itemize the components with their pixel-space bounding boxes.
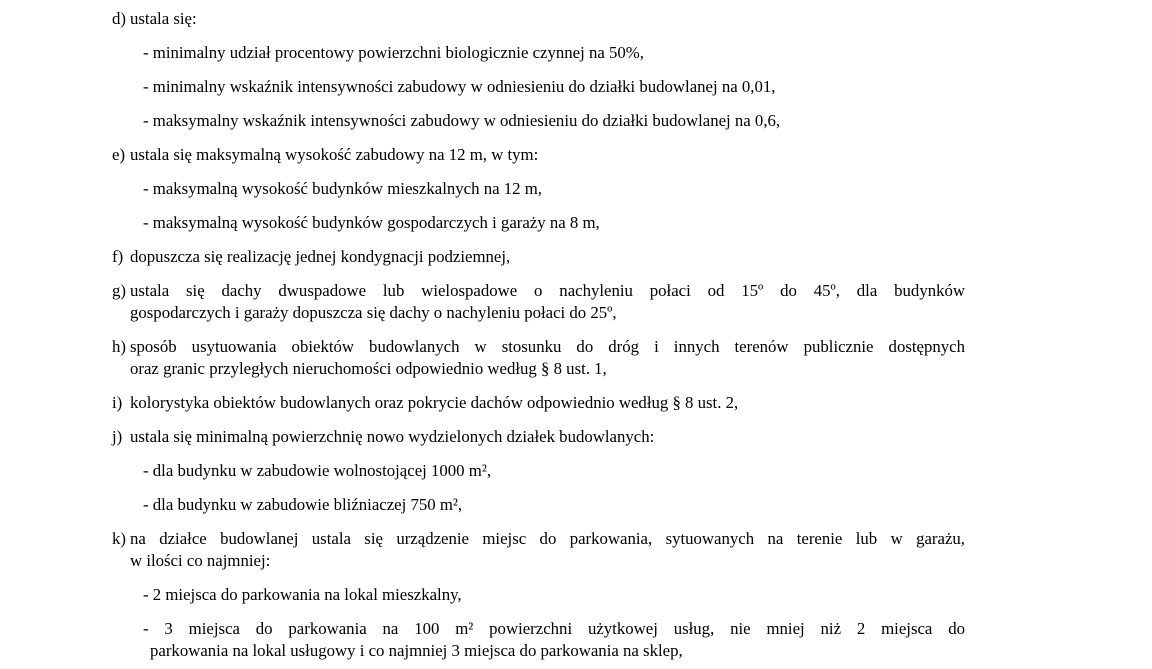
item-label: h)	[112, 337, 126, 356]
sub-item	[143, 178, 965, 200]
paragraph-line: - minimalny udział procentowy powierzchni biologicznie czynnej na 50%,	[143, 43, 644, 62]
item-label: g)	[112, 281, 126, 300]
paragraph-line: - maksymalny wskaźnik intensywności zabudowy w odniesieniu do działki budowlanej na 0,6,	[143, 111, 781, 130]
list-item-f	[112, 246, 965, 268]
sub-item	[143, 42, 965, 64]
paragraph-line: - 2 miejsca do parkowania na lokal mieszkalny,	[143, 585, 462, 604]
item-label: i)	[112, 393, 123, 412]
sub-item	[143, 584, 965, 606]
list-item-i	[112, 392, 965, 414]
paragraph-line: - dla budynku w zabudowie wolnostojącej 1000 m²,	[143, 461, 492, 480]
paragraph-line: oraz granic przyległych nieruchomości odpowiednio według § 8 ust. 1,	[130, 359, 607, 378]
paragraph-line: - maksymalną wysokość budynków gospodarczych i garaży na 8 m,	[143, 213, 600, 232]
item-label: e)	[112, 145, 126, 164]
paragraph-line	[112, 336, 965, 358]
paragraph-line	[112, 246, 965, 268]
item-label: k)	[112, 529, 126, 548]
paragraph-line: - maksymalną wysokość budynków mieszkalnych na 12 m,	[143, 179, 542, 198]
paragraph-line: parkowania na lokal usługowy i co najmniej 3 miejsca do parkowania na sklep,	[150, 641, 683, 660]
paragraph-line: - 3 miejsca do parkowania na 100 m² powierzchni użytkowej usług, nie mniej niż 2 miejsca do	[143, 619, 965, 638]
paragraph-line	[112, 144, 965, 166]
item-text: ustala się minimalną powierzchnię nowo wydzielonych działek budowlanych:	[130, 427, 655, 446]
paragraph-line	[112, 528, 965, 550]
sub-item	[143, 76, 965, 98]
paragraph-line: gospodarczych i garaży dopuszcza się dachy o nachyleniu połaci do 25º,	[130, 303, 617, 322]
item-text: ustala się maksymalną wysokość zabudowy na 12 m, w tym:	[130, 145, 539, 164]
item-label: d)	[112, 9, 126, 28]
list-item-j	[112, 426, 965, 448]
paragraph-line	[112, 280, 965, 302]
item-label: j)	[112, 427, 123, 446]
list-item-d	[112, 8, 965, 30]
list-item-h	[112, 336, 965, 380]
sub-item	[143, 110, 965, 132]
list-item-e	[112, 144, 965, 166]
paragraph-line	[112, 426, 965, 448]
paragraph-line: - dla budynku w zabudowie bliźniaczej 750 m²,	[143, 495, 463, 514]
list-item-k	[112, 528, 965, 572]
item-text: na działce budowlanej ustala się urządzenie miejsc do parkowania, sytuowanych na terenie lub w garażu,	[130, 529, 965, 548]
item-text: dopuszcza się realizację jednej kondygnacji podziemnej,	[130, 247, 511, 266]
paragraph-line	[112, 392, 965, 414]
sub-item	[143, 460, 965, 482]
item-text: kolorystyka obiektów budowlanych oraz pokrycie dachów odpowiednio według § 8 ust. 2,	[130, 393, 739, 412]
item-label: f)	[112, 247, 124, 266]
item-text: sposób usytuowania obiektów budowlanych w stosunku do dróg i innych terenów publicznie dostępnych	[130, 337, 965, 356]
paragraph-line	[112, 8, 965, 30]
sub-item	[143, 618, 965, 662]
sub-item	[143, 494, 965, 516]
list-item-g	[112, 280, 965, 324]
paragraph-line: w ilości co najmniej:	[130, 551, 271, 570]
item-text: ustala się:	[130, 9, 197, 28]
paragraph-line: - minimalny wskaźnik intensywności zabudowy w odniesieniu do działki budowlanej na 0,01,	[143, 77, 776, 96]
item-text: ustala się dachy dwuspadowe lub wielospadowe o nachyleniu połaci od 15º do 45º, dla budynków	[130, 281, 965, 300]
sub-item	[143, 212, 965, 234]
